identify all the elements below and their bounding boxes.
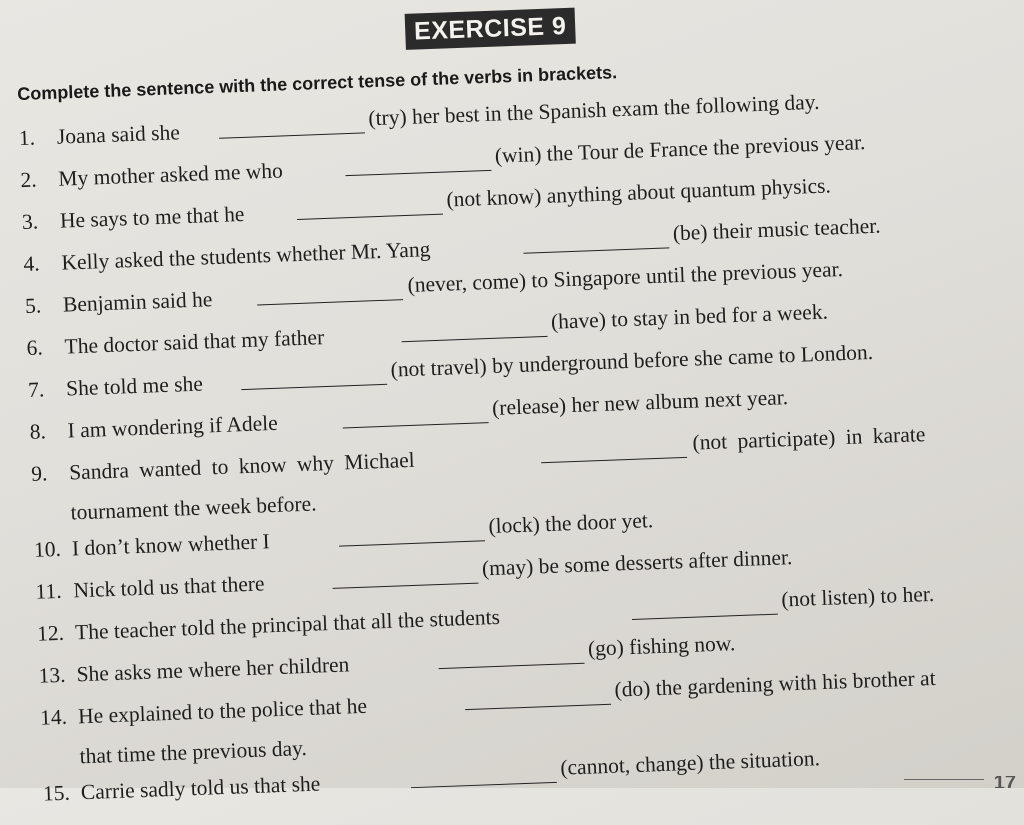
item-verb-hint: (have) to stay in bed for a week. — [550, 299, 829, 334]
item-number: 12. — [36, 620, 65, 646]
item-verb-hint: (win) the Tour de France the previous year. — [494, 130, 866, 168]
item-number: 4. — [23, 251, 41, 277]
item-number: 9. — [30, 461, 48, 486]
answer-blank[interactable] — [465, 704, 611, 710]
item-verb-hint: (not participate) in karate — [692, 422, 926, 455]
item-text: The teacher told the principal that all the students — [74, 604, 501, 645]
answer-blank[interactable] — [411, 782, 557, 788]
item-verb-hint: (be) their music teacher. — [672, 213, 881, 246]
item-text: The doctor said that my father — [64, 325, 325, 359]
answer-blank[interactable] — [523, 247, 669, 253]
item-number: 7. — [27, 377, 45, 402]
item-text: Joana said she — [56, 120, 181, 149]
item-text: Nick told us that there — [73, 571, 265, 603]
item-text: I don’t know whether I — [71, 529, 271, 561]
answer-blank[interactable] — [632, 614, 778, 620]
item-text: He says to me that he — [59, 201, 245, 233]
item-verb-hint: (release) her new album next year. — [491, 385, 789, 420]
item-number: 15. — [42, 780, 71, 806]
answer-blank[interactable] — [343, 422, 489, 428]
page-number: 17 — [993, 776, 1016, 788]
exercise-list — [18, 91, 1003, 824]
item-verb-hint: (go) fishing now. — [587, 631, 736, 661]
item-number: 6. — [26, 335, 44, 360]
item-verb-hint: (do) the gardening with his brother at — [614, 665, 936, 702]
item-text: My mother asked me who — [57, 158, 284, 191]
item-verb-hint: (try) her best in the Spanish exam the following day. — [367, 89, 820, 131]
item-number: 8. — [29, 419, 47, 444]
answer-blank[interactable] — [241, 384, 387, 390]
item-verb-hint: (cannot, change) the situation. — [559, 746, 821, 780]
item-number: 5. — [24, 293, 42, 318]
item-text: I am wondering if Adele — [67, 410, 279, 443]
item-verb-hint: (may) be some desserts after dinner. — [481, 545, 793, 581]
item-text: Carrie sadly told us that she — [80, 771, 321, 805]
exercise-title: EXERCISE 9 — [405, 8, 576, 50]
page-footer-rule — [904, 779, 984, 780]
instruction-text: Complete the sentence with the correct tense of the verbs in brackets. — [16, 62, 618, 105]
item-number: 13. — [38, 662, 66, 688]
answer-blank[interactable] — [541, 457, 687, 463]
item-verb-hint: (not listen) to her. — [780, 581, 935, 612]
answer-blank[interactable] — [333, 583, 479, 589]
item-verb-hint: (lock) the door yet. — [488, 508, 654, 539]
item-continuation: that time the previous day. — [79, 735, 308, 769]
item-number: 14. — [39, 704, 68, 730]
answer-blank[interactable] — [402, 336, 548, 342]
answer-blank[interactable] — [219, 132, 365, 138]
answer-blank[interactable] — [257, 299, 403, 305]
item-number: 3. — [21, 209, 39, 235]
item-text: She asks me where her children — [76, 652, 350, 687]
answer-blank[interactable] — [297, 214, 443, 220]
item-continuation: tournament the week before. — [70, 491, 317, 525]
item-number: 1. — [18, 125, 36, 151]
item-number: 11. — [35, 578, 63, 604]
item-text: She told me she — [65, 371, 204, 401]
item-verb-hint: (never, come) to Singapore until the previous year. — [407, 257, 844, 297]
answer-blank[interactable] — [345, 170, 491, 176]
item-number: 10. — [33, 536, 62, 562]
answer-blank[interactable] — [439, 663, 585, 669]
item-text: Benjamin said he — [62, 287, 213, 317]
item-number: 2. — [20, 167, 38, 193]
item-text: Sandra wanted to know why Michael — [68, 447, 416, 485]
item-verb-hint: (not travel) by underground before she came to London. — [390, 339, 874, 382]
answer-blank[interactable] — [339, 540, 485, 546]
item-verb-hint: (not know) anything about quantum physics. — [446, 173, 832, 212]
item-text: He explained to the police that he — [77, 693, 368, 729]
item-text: Kelly asked the students whether Mr. Yang — [61, 237, 431, 275]
